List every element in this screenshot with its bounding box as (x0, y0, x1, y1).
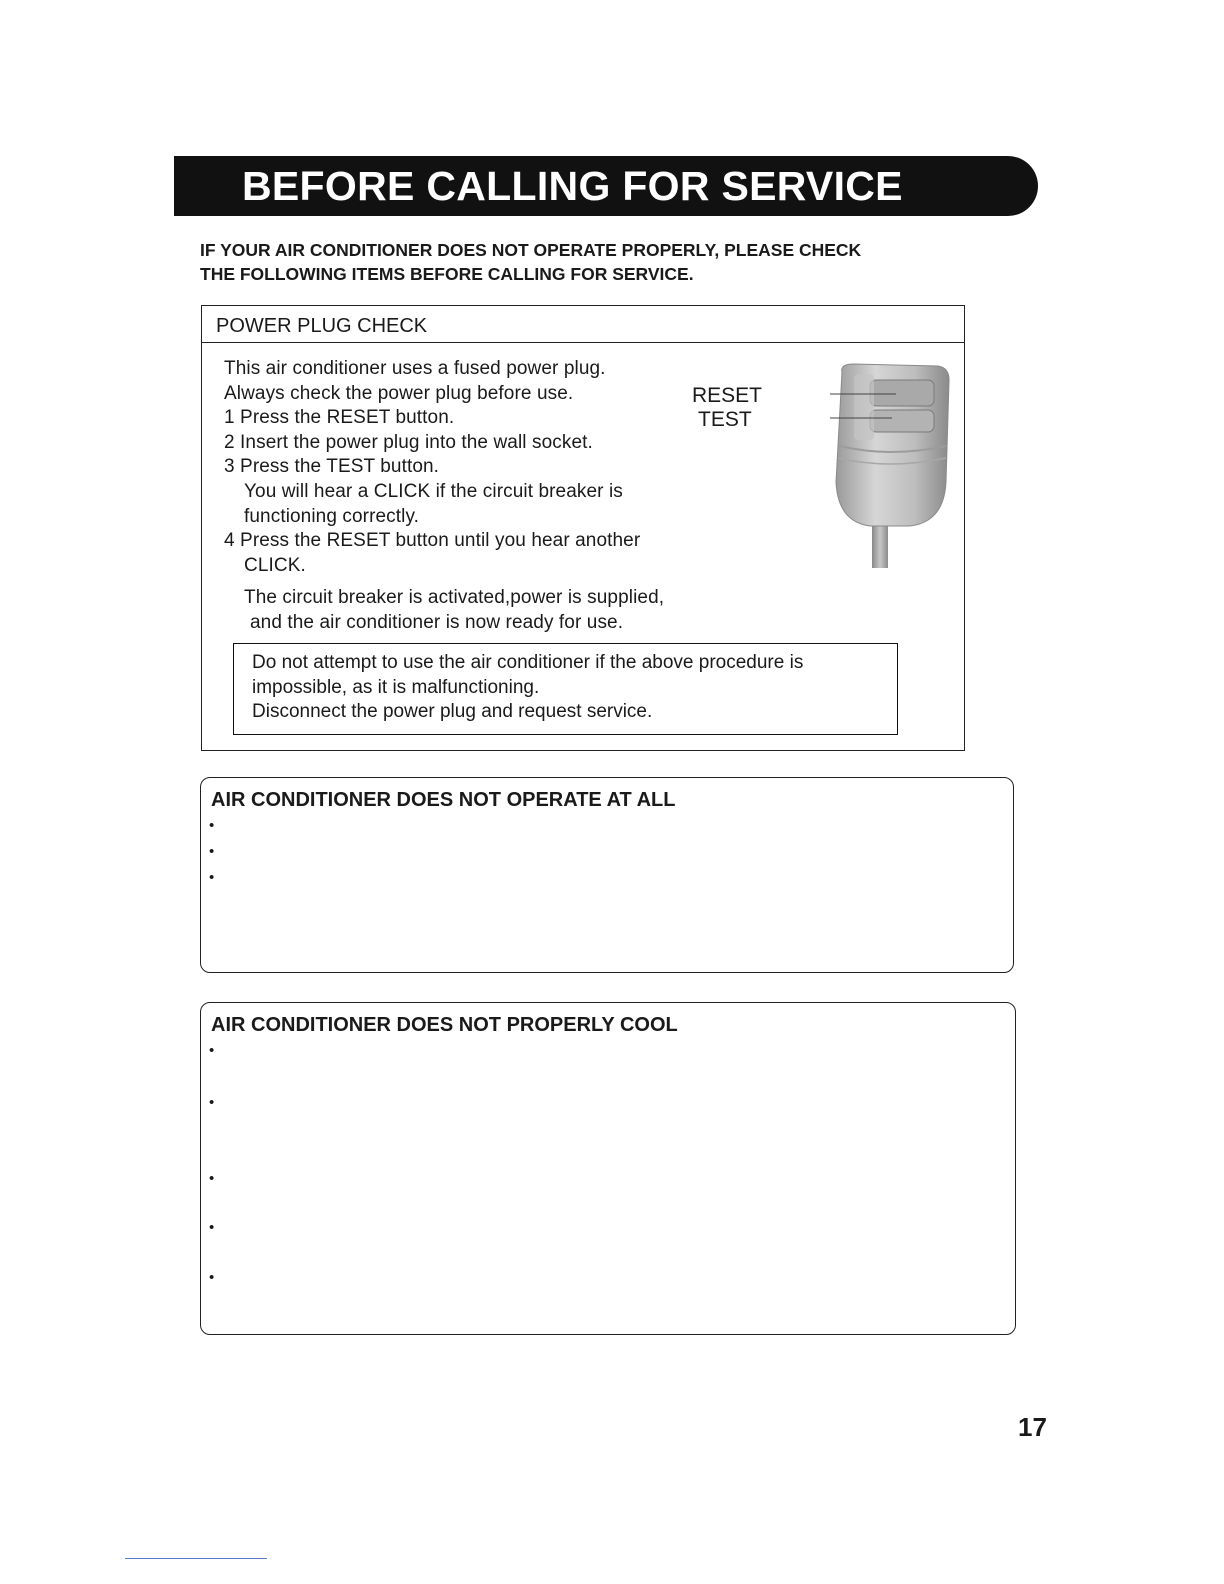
warning-line: Do not attempt to use the air conditioner if the above procedure is (252, 652, 804, 673)
instruction-note: You will hear a CLICK if the circuit breaker is (244, 480, 623, 502)
bullet-point: • (209, 843, 215, 860)
instruction-step: 2 Insert the power plug into the wall socket. (224, 431, 593, 453)
bullet-point: • (209, 1042, 215, 1059)
instruction-step: 4 Press the RESET button until you hear another (224, 530, 641, 552)
power-plug-instructions (224, 357, 664, 636)
power-plug-illustration (830, 362, 956, 572)
instruction-note: The circuit breaker is activated,power is supplied, (244, 587, 665, 609)
intro-line: THE FOLLOWING ITEMS BEFORE CALLING FOR SERVICE. (200, 264, 694, 284)
bullet-point: • (209, 1170, 215, 1187)
instruction-note: and the air conditioner is now ready for use. (250, 611, 624, 633)
instruction-line: This air conditioner uses a fused power plug. (224, 358, 606, 379)
bullet-point: • (209, 869, 215, 886)
bullet-point: • (209, 817, 215, 834)
warning-text (252, 651, 803, 725)
instruction-line: Always check the power plug before use. (224, 382, 574, 404)
bullet-point: • (209, 1269, 215, 1286)
warning-box (233, 643, 898, 735)
test-button-shape (870, 410, 934, 432)
bullet-point: • (209, 1094, 215, 1111)
power-plug-check-title: POWER PLUG CHECK (216, 315, 428, 337)
reset-label: RESET (692, 384, 763, 407)
section-title: AIR CONDITIONER DOES NOT OPERATE AT ALL (211, 789, 676, 811)
footer-rule (125, 1558, 267, 1559)
reset-button-shape (870, 380, 934, 406)
page-banner (174, 156, 1038, 216)
intro-line: IF YOUR AIR CONDITIONER DOES NOT OPERATE PROPERLY, PLEASE CHECK (200, 240, 862, 260)
warning-line: Disconnect the power plug and request service. (252, 701, 653, 723)
section-does-not-operate (200, 777, 1014, 973)
page-title: BEFORE CALLING FOR SERVICE (242, 163, 903, 209)
power-plug-check-header (202, 306, 964, 343)
instruction-step: 3 Press the TEST button. (224, 456, 440, 478)
instruction-step: 1 Press the RESET button. (224, 407, 455, 429)
page-number: 17 (1018, 1412, 1047, 1442)
power-plug-check-box (201, 305, 965, 751)
section-does-not-cool (200, 1002, 1016, 1335)
instruction-note: functioning correctly. (244, 505, 420, 527)
warning-line: impossible, as it is malfunctioning. (252, 676, 540, 698)
test-label: TEST (698, 408, 752, 431)
bullet-point: • (209, 1219, 215, 1236)
section-title: AIR CONDITIONER DOES NOT PROPERLY COOL (211, 1014, 678, 1036)
intro-instructions (200, 238, 980, 286)
instruction-note: CLICK. (244, 554, 306, 576)
